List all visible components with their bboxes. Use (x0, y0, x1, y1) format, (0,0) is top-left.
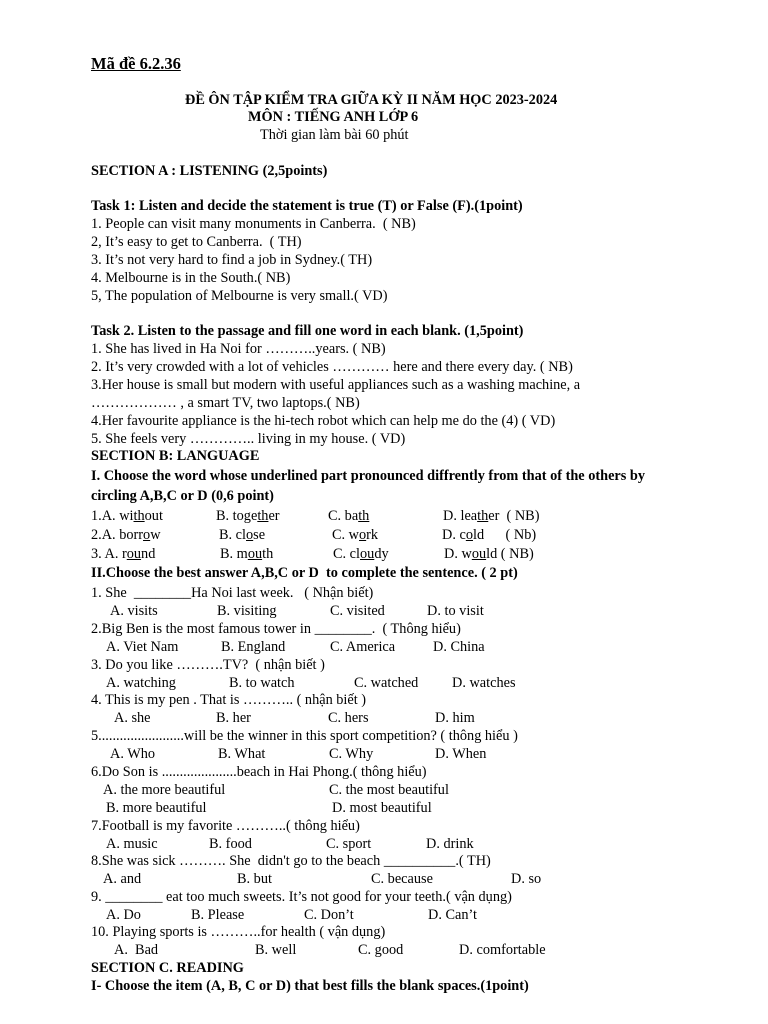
answer-option[interactable]: B. well (255, 942, 297, 958)
answer-option[interactable]: C. good (358, 942, 404, 958)
answer-option[interactable]: B. What (218, 746, 266, 762)
answer-option[interactable]: A. and (103, 871, 142, 887)
answer-option[interactable]: A. Who (110, 746, 156, 762)
question-text: 4. This is my pen . That is ……….. ( nhận biết ) (91, 692, 367, 708)
task1-item: 1. People can visit many monuments in Canberra. ( NB) (91, 216, 416, 232)
task1-title: Task 1: Listen and decide the statement is true (T) or False (F).(1point) (91, 198, 523, 214)
reading-part-i-title: I- Choose the item (A, B, C or D) that best fills the blank spaces.(1point) (91, 978, 529, 994)
task1-item: 4. Melbourne is in the South.( NB) (91, 270, 291, 286)
answer-option[interactable]: C. visited (330, 603, 385, 619)
answer-option[interactable]: C. sport (326, 836, 372, 852)
answer-option[interactable]: C. watched (354, 675, 419, 691)
answer-option[interactable]: C. because (371, 871, 433, 887)
task2-title: Task 2. Listen to the passage and fill one word in each blank. (1,5point) (91, 323, 524, 339)
answer-option[interactable]: B. her (216, 710, 251, 726)
answer-option[interactable]: D. so (511, 871, 542, 887)
part-i-title: I. Choose the word whose underlined part pronounced diffrently from that of the others by (91, 468, 646, 484)
answer-option[interactable]: D. comfortable (459, 942, 546, 958)
answer-option[interactable]: D. When (435, 746, 487, 762)
answer-option[interactable]: B. but (237, 871, 272, 887)
question-text: 8.She was sick ………. She didn't go to the beach __________.( TH) (91, 853, 491, 869)
task1-item: 2, It’s easy to get to Canberra. ( TH) (91, 234, 302, 250)
answer-option[interactable]: C. America (330, 639, 396, 655)
answer-option[interactable]: A. she (114, 710, 151, 726)
section-b-title: SECTION B: LANGUAGE (91, 448, 260, 464)
answer-option[interactable]: B. more beautiful (106, 800, 207, 816)
header-line-2: MÔN : TIẾNG ANH LỚP 6 (248, 109, 419, 125)
section-a-title: SECTION A : LISTENING (2,5points) (91, 163, 328, 179)
answer-option[interactable]: A. watching (106, 675, 176, 691)
answer-option[interactable]: A. the more beautiful (103, 782, 226, 798)
answer-option[interactable]: A. music (106, 836, 158, 852)
answer-option[interactable]: D. most beautiful (332, 800, 432, 816)
task2-item: 3.Her house is small but modern with useful appliances such as a washing machine, a (91, 377, 581, 393)
answer-option[interactable]: B. England (221, 639, 286, 655)
answer-option[interactable]: B. food (209, 836, 252, 852)
header-line-1: ĐỀ ÔN TẬP KIỂM TRA GIỮA KỲ II NĂM HỌC 2023-2024 (185, 92, 558, 108)
question-text: 5........................will be the winner in this sport competition? ( thông hiểu ) (91, 728, 518, 744)
question-text: 10. Playing sports is ………..for health ( vận dụng) (91, 924, 386, 940)
section-c-title: SECTION C. READING (91, 960, 244, 976)
task2-item: ……………… , a smart TV, two laptops.( NB) (91, 395, 360, 411)
task2-item: 2. It’s very crowded with a lot of vehicles ………… here and there every day. ( NB) (91, 359, 573, 375)
answer-option[interactable]: C. hers (328, 710, 369, 726)
task1-item: 5, The population of Melbourne is very small.( VD) (91, 288, 388, 304)
answer-option[interactable]: D. to visit (427, 603, 484, 619)
part-i-title-cont: circling A,B,C or D (0,6 point) (91, 488, 274, 504)
task2-item: 1. She has lived in Ha Noi for ………..years. ( NB) (91, 341, 386, 357)
header-line-3: Thời gian làm bài 60 phút (260, 127, 409, 143)
answer-option[interactable]: B. Please (191, 907, 245, 923)
answer-option[interactable]: B. to watch (229, 675, 295, 691)
answer-option[interactable]: D. drink (426, 836, 474, 852)
answer-option[interactable]: A. visits (110, 603, 158, 619)
question-text: 3. Do you like ……….TV? ( nhận biết ) (91, 657, 325, 673)
answer-option[interactable]: D. him (435, 710, 475, 726)
answer-option[interactable]: B. visiting (217, 603, 277, 619)
question-text: 6.Do Son is .....................beach in Hai Phong.( thông hiểu) (91, 764, 427, 780)
answer-option[interactable]: D. China (433, 639, 485, 655)
answer-option[interactable]: D. Can’t (428, 907, 477, 923)
answer-option[interactable]: C. Don’t (304, 907, 354, 923)
answer-option[interactable]: D. watches (452, 675, 516, 691)
answer-option[interactable]: A. Do (106, 907, 141, 923)
exam-code: Mã đề 6.2.36 (91, 54, 181, 73)
task2-item: 4.Her favourite appliance is the hi-tech robot which can help me do the (4) ( VD) (91, 413, 556, 429)
task2-item: 5. She feels very ………….. living in my house. ( VD) (91, 431, 406, 447)
question-text: 1. She ________Ha Noi last week. ( Nhận biết) (91, 585, 374, 601)
answer-option[interactable]: A. Bad (114, 942, 159, 958)
task1-item: 3. It’s not very hard to find a job in Sydney.( TH) (91, 252, 373, 268)
answer-option[interactable]: A. Viet Nam (106, 639, 179, 655)
exam-page: Mã đề 6.2.36 ĐỀ ÔN TẬP KIỂM TRA GIỮA KỲ II NĂM HỌC 2023-2024 MÔN : TIẾNG ANH LỚP 6 Thời gian làm bài 60 phút SECTION A : LISTENING (2,5points) Task 1: Listen and decide the statement is true (T) or False (F).(1point) 1. People can visit many monuments in Canberra. ( NB) 2, It’s easy to get to Canberra. ( TH) 3. It’s not very hard to find a job in Sydney.( TH) 4. Melbourne is in the South.( NB) 5, The population of Melbourne is very small.( VD) Task 2. Listen to the passage and fill one word in each blank. (1,5point) 1. She has lived in Ha Noi for ………..years. ( NB) 2. It’s very crowded with a lot of vehicles ………… here and there every day. ( NB) 3.Her house is small but modern with useful appliances such as a washing machine, a ……………… , a smart TV, two laptops.( NB) 4.Her favourite appliance is the hi-tech robot which can help me do the (4) ( VD) 5. She feels very ………….. living in my house. ( VD) SECTION B: LANGUAGE I. Choose the word whose underlined part pronounced diffrently from that of the others by circling A,B,C or D (0,6 point) 1.A. without B. together C. bath D. leather ( NB) 2.A. borrow B. close C. work D. cold ( Nb) 3. A. round B. mouth C. cloudy D. would ( NB) II.Choose the best answer A,B,C or D to complete the sentence. ( 2 pt) 1. She ________Ha Noi last week. ( Nhận biết) A. visits B. visiting C. visited D. to visit 2.Big Ben is the most famous tower in ________. ( Thông hiểu) A. Viet Nam B. England C. America D. China 3. Do you like ……….TV? ( nhận biết ) A. watching B. to watch C. watched D. watches 4. This is my pen . That is ……….. ( nhận biết ) A. she B. her C. hers D. him 5........................will be the winner in this sport competition? ( thông hiểu ) A. Who B. What C. Why D. When 6.Do Son is .....................beach in Hai Phong.( thông hiểu) A. the more beautiful C. the most beautiful B. more beautiful D. most beautiful 7.Football is my favorite ………..( thông hiểu) A. music B. food C. sport D. drink 8.She was sick ………. She didn't go to the beach __________.( TH) A. and B. but C. because D. so 9. ________ eat too much sweets. It’s not good for your teeth.( vận dụng) A. Do B. Please C. Don’t D. Can’t 10. Playing sports is ………..for health ( vận dụng) A. Bad B. well C. good D. comfortable SECTION C. READING I- Choose the item (A, B, C or D) that best fills the blank spaces.(1point) (91, 54, 646, 994)
question-text: 9. ________ eat too much sweets. It’s not good for your teeth.( vận dụng) (91, 889, 512, 905)
answer-option[interactable]: C. the most beautiful (329, 782, 449, 798)
part-ii-title: II.Choose the best answer A,B,C or D to complete the sentence. ( 2 pt) (91, 565, 518, 581)
question-text: 2.Big Ben is the most famous tower in ________. ( Thông hiểu) (91, 621, 461, 637)
answer-option[interactable]: C. Why (329, 746, 374, 762)
question-text: 7.Football is my favorite ………..( thông hiểu) (91, 818, 360, 834)
